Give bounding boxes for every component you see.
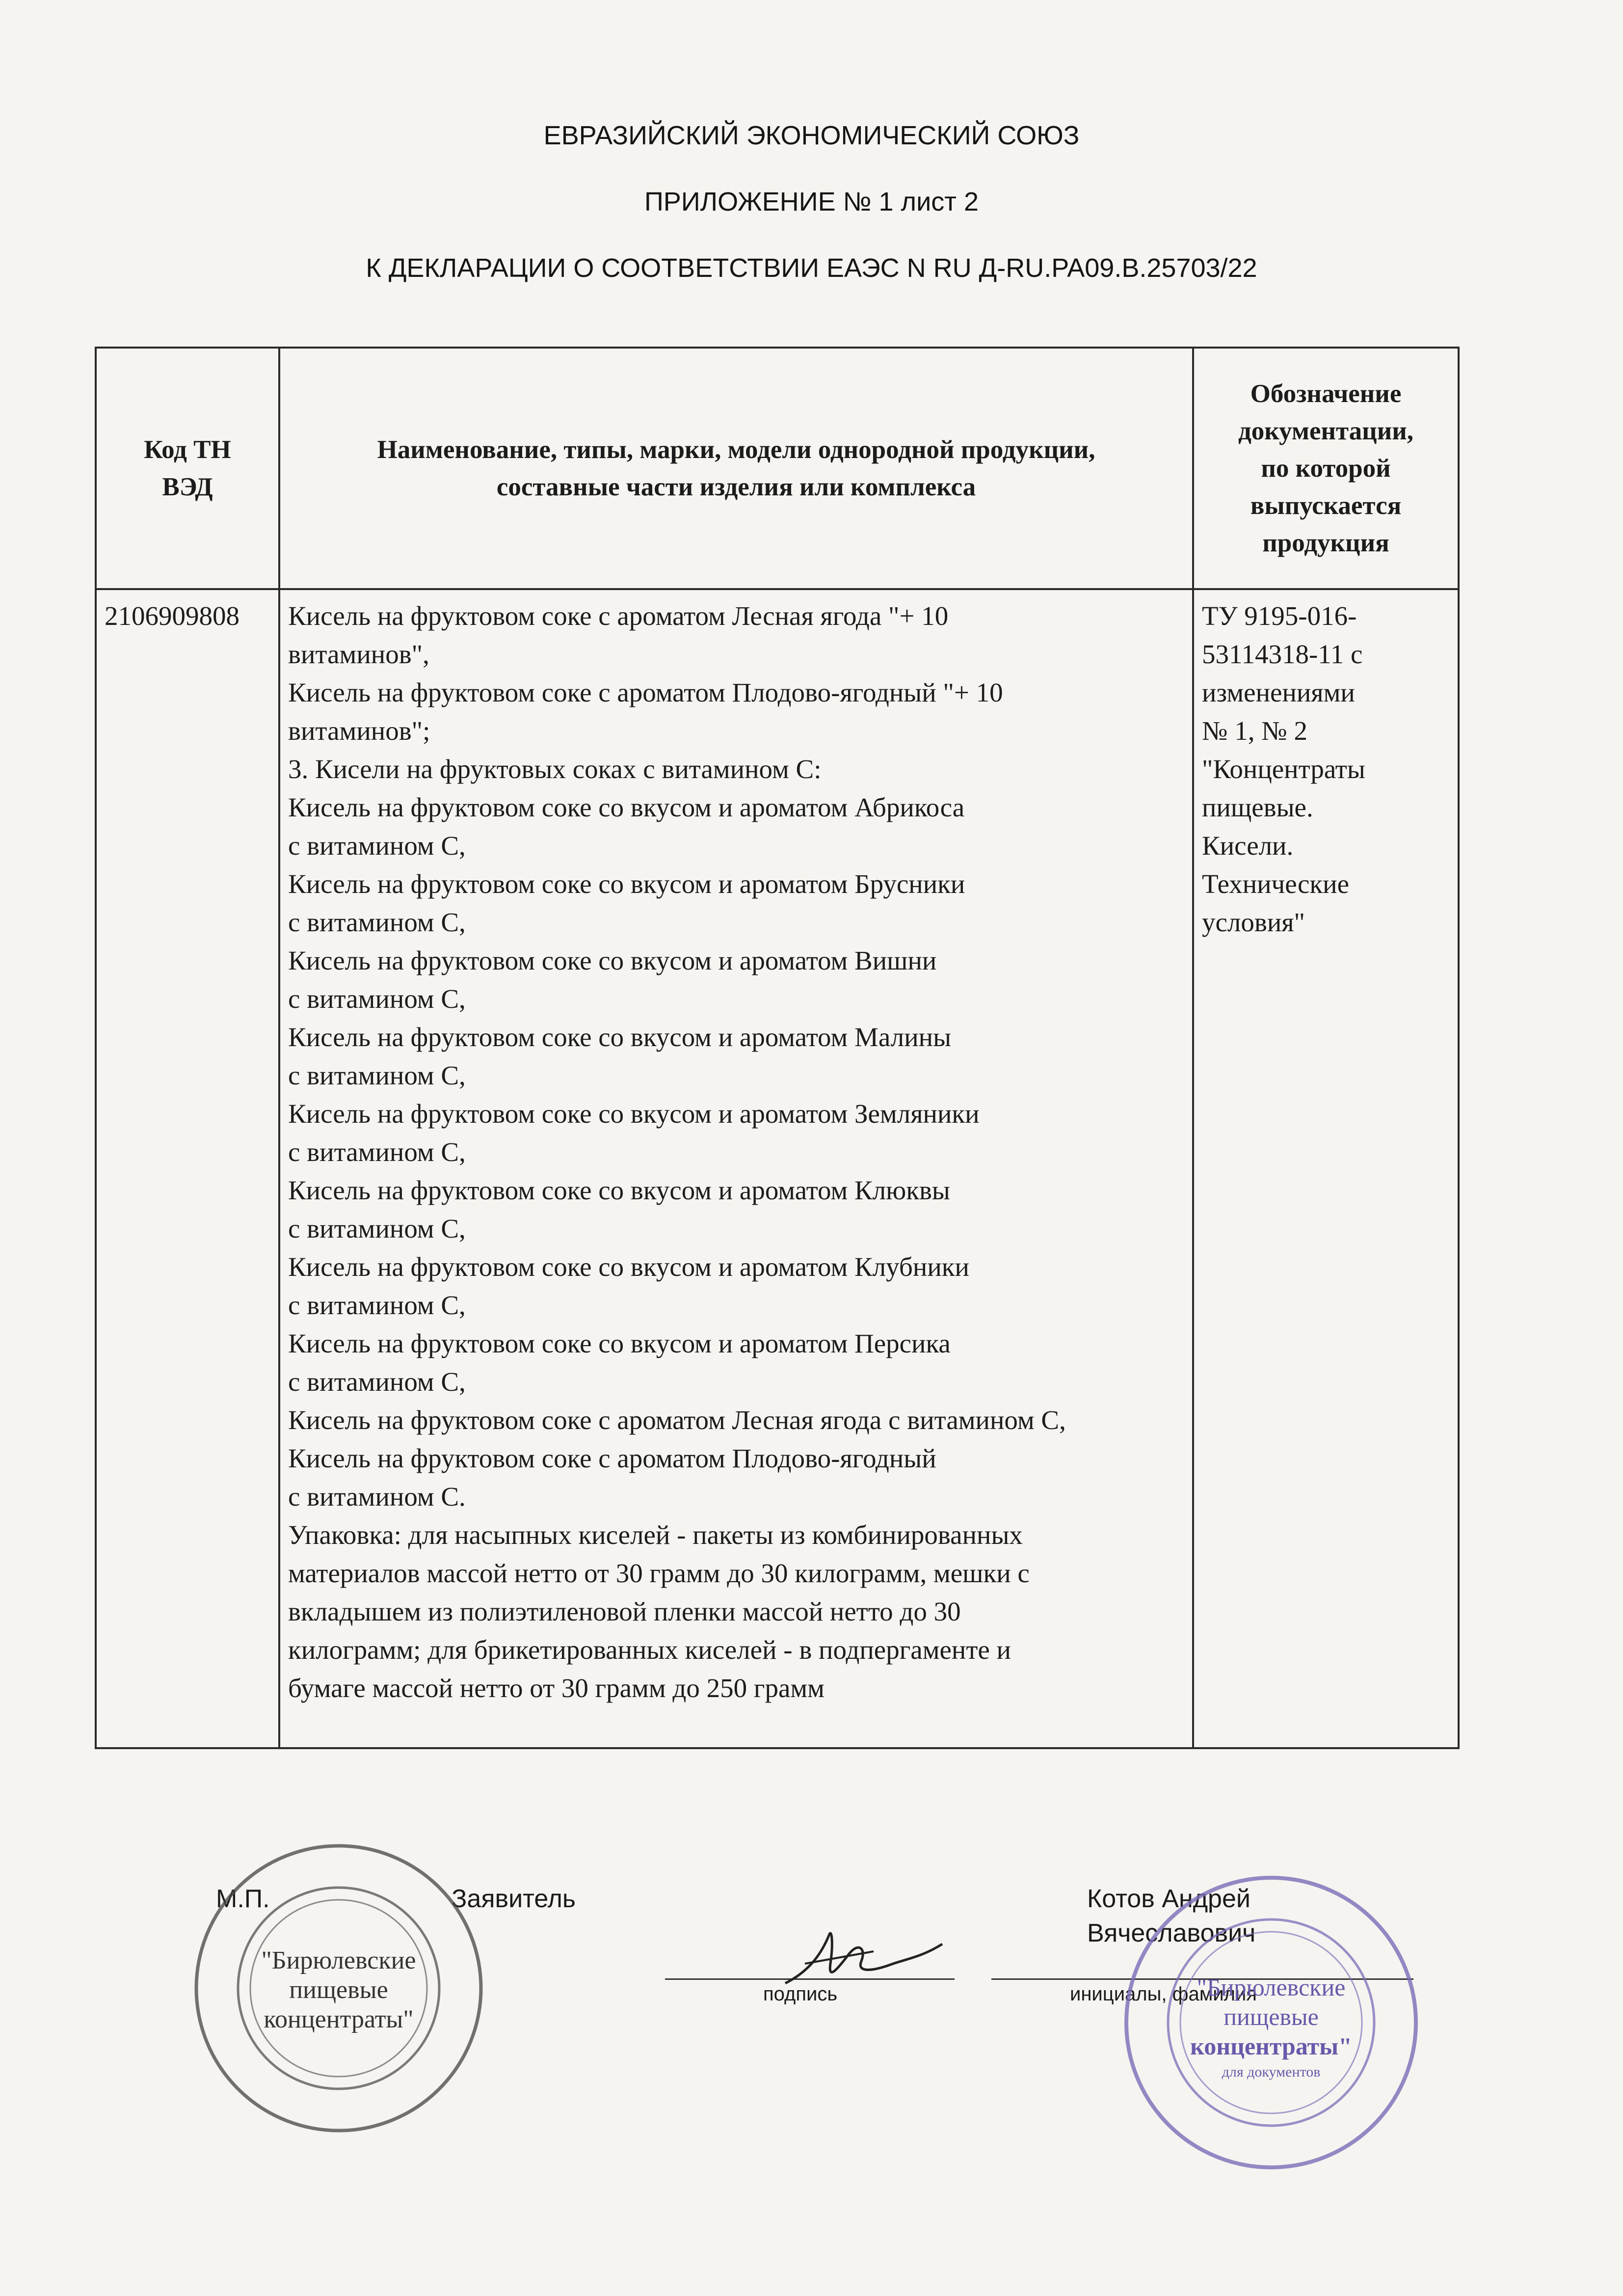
product-name-line: Кисель на фруктовом соке со вкусом и ароматом Земляники [288, 1099, 980, 1129]
product-name-line: Кисель на фруктовом соке со вкусом и ароматом Персика [288, 1328, 951, 1358]
header-name [279, 348, 1193, 589]
product-name-line: бумаге массой нетто от 30 грамм до 250 грамм [288, 1673, 825, 1703]
product-name-line: с витамином С, [288, 1214, 466, 1243]
product-name-line: Кисель на фруктовом соке со вкусом и ароматом Брусники [288, 869, 965, 899]
applicant-name-line2: Вячеславович [1087, 1919, 1256, 1947]
product-name-line: Кисель на фруктовом соке с ароматом Плодово-ягодный "+ 10 [288, 677, 1003, 707]
product-name-line: с витамином С, [288, 1060, 466, 1090]
product-name-line: Кисель на фруктовом соке с ароматом Лесная ягода "+ 10 [288, 601, 949, 631]
seal-place-label: М.П. [216, 1885, 270, 1913]
product-name-line: витаминов"; [288, 716, 430, 746]
header-name-line: Наименование, типы, марки, модели однородной продукции, [377, 435, 1095, 464]
header-doc-line: документации, [1238, 417, 1414, 445]
name-caption: инициалы, фамилия [1070, 1983, 1257, 2005]
product-name-line: с витамином С, [288, 1137, 466, 1167]
documentation-line: 53114318-11 с [1202, 639, 1363, 669]
product-name-line: Кисель на фруктовом соке со вкусом и ароматом Клубники [288, 1252, 969, 1282]
header-doc-line: продукция [1262, 529, 1389, 557]
product-name-line: Кисель на фруктовом соке со вкусом и ароматом Вишни [288, 945, 937, 975]
annex-title: ПРИЛОЖЕНИЕ № 1 лист 2 [644, 187, 979, 216]
product-name-line: килограмм; для брикетированных киселей - в подпергаменте и [288, 1635, 1011, 1665]
header-code-line: ВЭД [162, 473, 213, 501]
right-stamp-text-3: концентраты" [1190, 2032, 1352, 2060]
documentation-line: условия" [1202, 907, 1305, 937]
product-name-line: с витамином С. [288, 1482, 466, 1512]
header-doc [1193, 348, 1459, 589]
applicant-label: Заявитель [452, 1885, 576, 1913]
product-name-line: Кисель на фруктовом соке со вкусом и ароматом Малины [288, 1022, 952, 1052]
product-name-line: с витамином С, [288, 984, 466, 1014]
declaration-title: К ДЕКЛАРАЦИИ О СООТВЕТСТВИИ ЕАЭС N RU Д-RU.PA09.B.25703/22 [366, 253, 1257, 283]
applicant-name-line1: Котов Андрей [1087, 1885, 1251, 1913]
right-stamp [1114, 1865, 1428, 2180]
right-stamp-text-4: для документов [1222, 2064, 1321, 2080]
documentation-line: изменениями [1202, 677, 1355, 707]
table-header-row [96, 348, 1459, 589]
product-name-line: витаминов", [288, 639, 429, 669]
product-name-line: с витамином С, [288, 1290, 466, 1320]
product-name-line: с витамином С, [288, 1367, 466, 1397]
right-stamp-text-2: пищевые [1224, 2003, 1319, 2030]
product-code-cell: 2106909808 [96, 589, 279, 1748]
header-name-line: составные части изделия или комплекса [496, 473, 976, 501]
product-name-line: вкладышем из полиэтиленовой пленки массой нетто до 30 [288, 1596, 961, 1626]
signature-caption: подпись [763, 1983, 838, 2005]
product-name-line: Упаковка: для насыпных киселей - пакеты из комбинированных [288, 1520, 1023, 1550]
header-doc-line: Обозначение [1250, 379, 1402, 408]
header-doc-line: выпускается [1250, 491, 1402, 520]
header-doc-line: по которой [1261, 454, 1391, 483]
documentation-line: пищевые. [1202, 792, 1313, 822]
product-name-line: с витамином С, [288, 831, 466, 861]
product-name-line: материалов массой нетто от 30 грамм до 30 килограмм, мешки с [288, 1558, 1030, 1588]
left-stamp-text-3: концентраты" [264, 2005, 414, 2033]
documentation-line: Технические [1202, 869, 1349, 899]
product-name-line: Кисель на фруктовом соке со вкусом и ароматом Абрикоса [288, 792, 965, 822]
documentation-cell [1193, 589, 1459, 1748]
handwritten-signature [775, 1915, 952, 2003]
union-title: ЕВРАЗИЙСКИЙ ЭКОНОМИЧЕСКИЙ СОЮЗ [543, 121, 1080, 150]
header-code [96, 348, 279, 589]
documentation-line: № 1, № 2 [1202, 716, 1307, 746]
product-name-line: Кисель на фруктовом соке со вкусом и ароматом Клюквы [288, 1175, 950, 1205]
documentation-line: "Концентраты [1202, 754, 1365, 784]
product-name-cell [279, 589, 1193, 1748]
documentation-line: ТУ 9195-016- [1202, 601, 1357, 631]
product-name-line: 3. Кисели на фруктовых соках с витамином С: [288, 754, 822, 784]
left-stamp [186, 1836, 491, 2140]
right-stamp-text-1: "Бирюлевские [1197, 1973, 1346, 2001]
left-stamp-text-1: "Бирюлевские [261, 1946, 416, 1974]
table-row [96, 589, 1459, 1748]
product-table [95, 347, 1460, 1749]
product-name-line: с витамином С, [288, 907, 466, 937]
left-stamp-text-2: пищевые [289, 1976, 388, 2004]
product-name-line: Кисель на фруктовом соке с ароматом Плодово-ягодный [288, 1443, 936, 1473]
header-code-line: Код ТН [144, 435, 231, 464]
product-name-line: Кисель на фруктовом соке с ароматом Лесная ягода с витамином С, [288, 1405, 1066, 1435]
documentation-line: Кисели. [1202, 831, 1294, 861]
